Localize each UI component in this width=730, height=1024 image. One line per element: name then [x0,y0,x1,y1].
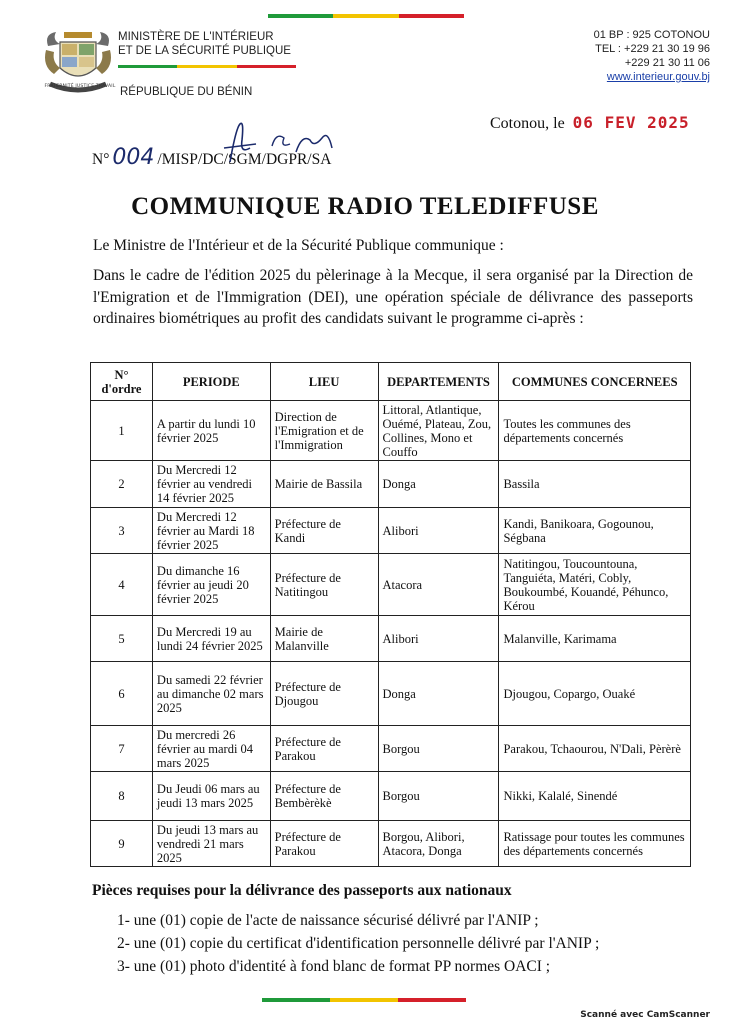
cell-order: 4 [91,554,153,616]
cell-location: Préfecture de Natitingou [270,554,378,616]
cell-period: Du mercredi 26 février au mardi 04 mars 2025 [152,726,270,772]
republic-name: RÉPUBLIQUE DU BÉNIN [120,86,253,98]
cell-location: Direction de l'Emigration et de l'Immigration [270,401,378,461]
cell-order: 3 [91,508,153,554]
cell-communes: Parakou, Tchaourou, N'Dali, Pèrèrè [499,726,691,772]
cell-departments: Borgou, Alibori, Atacora, Donga [378,821,499,867]
ministry-flag-bar [118,65,296,68]
table-row [91,821,691,867]
cell-communes: Djougou, Copargo, Ouaké [499,662,691,726]
cell-order: 7 [91,726,153,772]
cell-departments: Borgou [378,726,499,772]
signature-initials [210,118,360,168]
cell-order: 8 [91,772,153,821]
emblem-motto: FRATERNITÉ JUSTICE TRAVAIL [44,84,116,89]
table-row [91,461,691,508]
dateline-prefix: Cotonou, le [490,115,565,132]
cell-period: Du dimanche 16 février au jeudi 20 février 2025 [152,554,270,616]
intro-sentence: Le Ministre de l'Intérieur et de la Sécurité Publique communique : [93,237,504,254]
table-row [91,508,691,554]
page-title: COMMUNIQUE RADIO TELEDIFFUSE [131,193,599,220]
requirement-item-1: 1- une (01) copie de l'acte de naissance sécurisé délivré par l'ANIP ; [117,912,539,929]
cell-communes: Nikki, Kalalé, Sinendé [499,772,691,821]
ministry-name [118,30,291,58]
cell-departments: Alibori [378,616,499,662]
cell-period: Du Mercredi 12 février au vendredi 14 février 2025 [152,461,270,508]
cell-period: Du jeudi 13 mars au vendredi 21 mars 2025 [152,821,270,867]
table-row [91,772,691,821]
cell-location: Préfecture de Parakou [270,726,378,772]
contact-tel2: +229 21 30 11 06 [624,57,710,69]
header-departments: DEPARTEMENTS [378,363,499,401]
requirement-item-3: 3- une (01) photo d'identité à fond blanc de format PP normes OACI ; [117,958,551,975]
cell-order: 6 [91,662,153,726]
coat-of-arms-emblem [40,28,116,100]
cell-communes: Malanville, Karimama [499,616,691,662]
cell-departments: Atacora [378,554,499,616]
date-stamp: 06 FEV 2025 [572,113,690,132]
contact-tel1: TEL : +229 21 30 19 96 [595,43,710,55]
cell-location: Préfecture de Parakou [270,821,378,867]
requirements-title: Pièces requises pour la délivrance des passeports aux nationaux [92,882,512,899]
cell-order: 5 [91,616,153,662]
contact-bp: 01 BP : 925 COTONOU [593,29,710,41]
cell-communes: Kandi, Banikoara, Gogounou, Ségbana [499,508,691,554]
cell-communes: Bassila [499,461,691,508]
cell-communes: Ratissage pour toutes les communes des départements concernés [499,821,691,867]
table-row [91,726,691,772]
cell-departments: Donga [378,461,499,508]
header-order: N° d'ordre [91,363,153,401]
cell-period: Du Jeudi 06 mars au jeudi 13 mars 2025 [152,772,270,821]
cell-order: 1 [91,401,153,461]
footer-flag-bar [262,998,466,1002]
table-header-row [91,363,691,401]
cell-communes: Toutes les communes des départements concernés [499,401,691,461]
program-table [90,362,691,867]
ministry-name-line2: ET DE LA SÉCURITÉ PUBLIQUE [118,45,291,57]
table-row [91,401,691,461]
cell-period: Du Mercredi 19 au lundi 24 février 2025 [152,616,270,662]
contact-block [510,28,710,84]
table-row [91,554,691,616]
cell-location: Préfecture de Kandi [270,508,378,554]
reference-suffix: /MISP/DC/SGM/DGPR/SA [157,151,332,168]
table-row [91,616,691,662]
cell-period: Du Mercredi 12 février au Mardi 18 février 2025 [152,508,270,554]
cell-departments: Littoral, Atlantique, Ouémé, Plateau, Zou, Collines, Mono et Couffo [378,401,499,461]
requirement-item-2: 2- une (01) copie du certificat d'identification personnelle délivré par l'ANIP ; [117,935,600,952]
cell-location: Préfecture de Djougou [270,662,378,726]
ministry-name-line1: MINISTÈRE DE L'INTÉRIEUR [118,31,274,43]
header-location: LIEU [270,363,378,401]
body-paragraph: Dans le cadre de l'édition 2025 du pèlerinage à la Mecque, il sera organisé par la Direction de l'Emigration et de l'Immigration (DEI), une opération spéciale de délivrance des passeports ordinaires biométriques au profit des candidats suivant le programme ci-après : [93,267,693,327]
cell-communes: Natitingou, Toucountouna, Tanguiéta, Matéri, Cobly, Boukoumbé, Kouandé, Péhunco, Kérou [499,554,691,616]
table-row [91,662,691,726]
cell-departments: Donga [378,662,499,726]
camscanner-watermark: Scanné avec CamScanner [580,1010,710,1020]
cell-order: 2 [91,461,153,508]
header-period: PERIODE [152,363,270,401]
cell-departments: Borgou [378,772,499,821]
header-communes: COMMUNES CONCERNEES [499,363,691,401]
cell-departments: Alibori [378,508,499,554]
cell-location: Mairie de Bassila [270,461,378,508]
reference-handwritten-number: 004 [112,145,155,170]
contact-website-link[interactable]: www.interieur.gouv.bj [606,71,710,83]
cell-location: Préfecture de Bembèrèkè [270,772,378,821]
cell-location: Mairie de Malanville [270,616,378,662]
cell-period: A partir du lundi 10 février 2025 [152,401,270,461]
reference-prefix: N° [92,151,110,168]
dateline [490,113,690,133]
cell-period: Du samedi 22 février au dimanche 02 mars 2025 [152,662,270,726]
top-flag-bar [268,14,464,18]
cell-order: 9 [91,821,153,867]
